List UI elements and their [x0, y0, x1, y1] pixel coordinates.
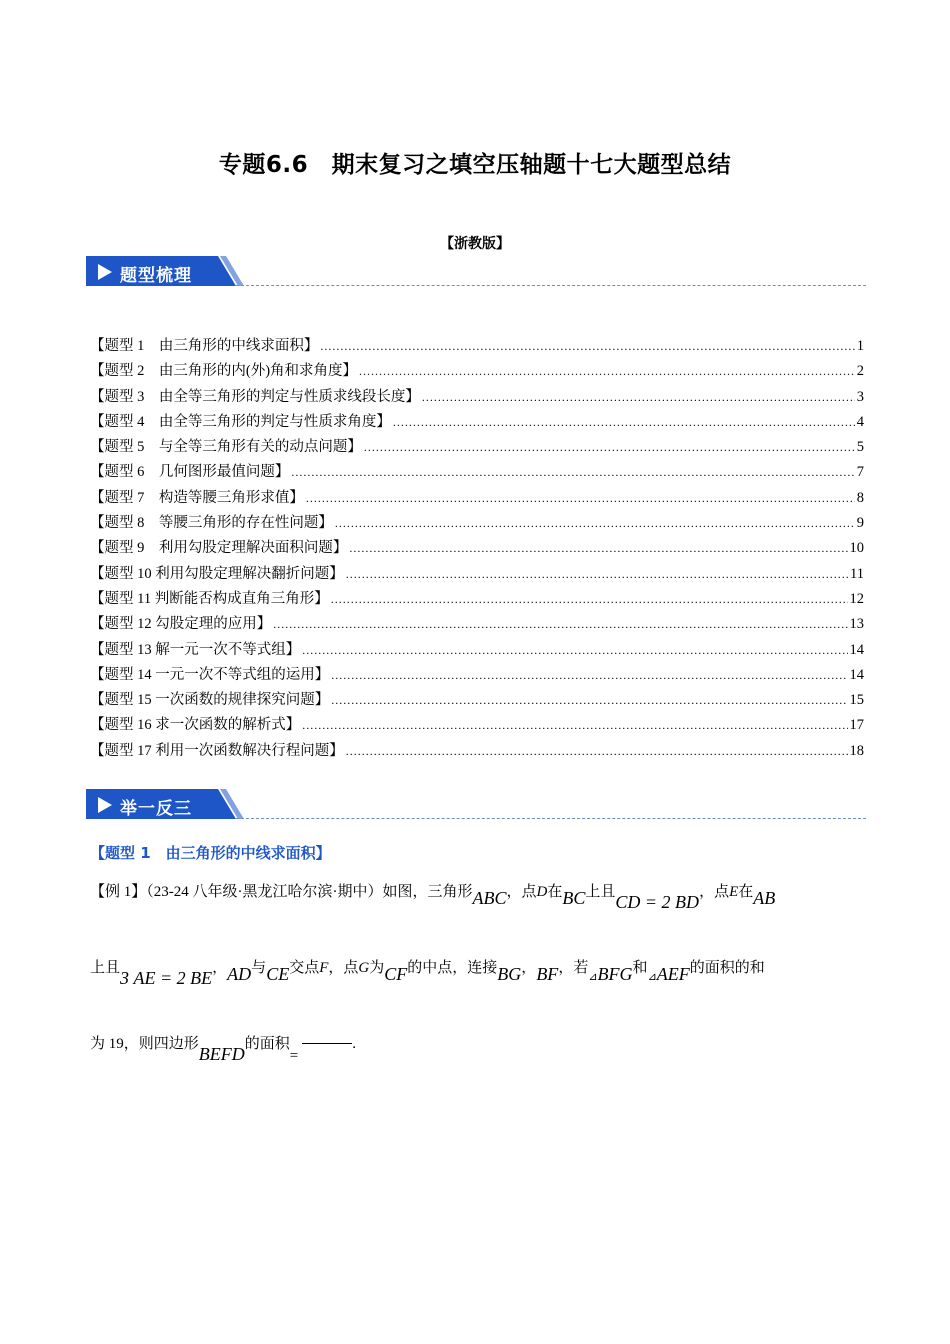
toc-leader-dots — [291, 460, 854, 485]
toc-item[interactable] — [90, 511, 864, 536]
toc-leader-dots — [302, 713, 847, 738]
section-heading: 【题型 1 由三角形的中线求面积】 — [90, 844, 331, 862]
toc-item-label: 【题型 12 勾股定理的应用】 — [90, 616, 272, 633]
math-aef: AEF — [656, 964, 690, 984]
toc-item[interactable] — [90, 536, 864, 561]
text: 的面积的和 — [689, 960, 765, 976]
example-line-1 — [90, 880, 776, 912]
toc-leader-dots — [335, 511, 855, 536]
banner-toc-divider — [236, 285, 866, 286]
triangle-symbol-icon: ⊿ — [647, 971, 657, 983]
example-line-2 — [90, 956, 765, 988]
play-triangle-icon — [98, 264, 112, 280]
math-ae-eq: 3 AE = 2 BE — [120, 968, 213, 988]
toc-leader-dots — [320, 334, 854, 359]
toc-item-label: 【题型 11 判断能否构成直角三角形】 — [90, 590, 329, 607]
toc-leader-dots — [302, 638, 847, 663]
toc-item[interactable] — [90, 663, 864, 688]
toc-item-page: 14 — [849, 666, 864, 683]
play-triangle-icon — [98, 797, 112, 813]
toc-item-page: 18 — [849, 742, 864, 759]
toc-item-label: 【题型 17 利用一次函数解决行程问题】 — [90, 742, 344, 759]
toc-item-page: 12 — [849, 590, 864, 607]
text: ， — [521, 960, 537, 976]
math-befd: BEFD — [198, 1044, 245, 1064]
text: 的面积 — [244, 1036, 290, 1052]
banner-examples — [86, 789, 866, 823]
toc-leader-dots — [364, 435, 855, 460]
text: 交点 — [289, 960, 320, 976]
toc-item-page: 3 — [856, 388, 864, 405]
toc-item-page: 2 — [856, 363, 864, 380]
text: 在 — [547, 884, 563, 900]
toc-item-label: 【题型 4 由全等三角形的判定与性质求角度】 — [90, 413, 391, 430]
text: 和 — [632, 960, 648, 976]
banner-examples-label: 举一反三 — [120, 799, 192, 819]
math-bfg: BFG — [597, 964, 633, 984]
edition-label: 【浙教版】 — [440, 236, 510, 252]
toc-item-page: 7 — [856, 464, 864, 481]
toc-leader-dots — [306, 486, 855, 511]
toc-list — [90, 334, 864, 764]
toc-item-label: 【题型 10 利用勾股定理解决翻折问题】 — [90, 565, 344, 582]
toc-item-page: 8 — [856, 489, 864, 506]
toc-item[interactable] — [90, 713, 864, 738]
text: 上且 — [585, 884, 616, 900]
toc-item-page: 1 — [856, 338, 864, 354]
toc-item-page: 5 — [856, 439, 864, 456]
toc-item-label: 【题型 8 等腰三角形的存在性问题】 — [90, 515, 333, 532]
math-ce: CE — [266, 964, 290, 984]
toc-item-label: 【题型 6 几何图形最值问题】 — [90, 464, 290, 481]
math-bf: BF — [536, 964, 559, 984]
text: ，点 — [328, 960, 359, 976]
text: 上且 — [90, 960, 121, 976]
math-equals: = — [289, 1048, 299, 1064]
toc-item[interactable] — [90, 385, 864, 410]
toc-item[interactable] — [90, 739, 864, 764]
math-ab: AB — [753, 888, 776, 908]
math-g: G — [358, 960, 370, 976]
text: 为 19，则四边形 — [90, 1036, 199, 1052]
toc-item[interactable] — [90, 562, 864, 587]
math-bg: BG — [497, 964, 522, 984]
math-ad: AD — [227, 964, 252, 984]
toc-leader-dots — [346, 562, 848, 587]
text: 的中点，连接 — [407, 960, 498, 976]
toc-leader-dots — [422, 385, 855, 410]
page-title: 专题6.6 期末复习之填空压轴题十七大题型总结 — [218, 152, 732, 178]
math-abc: ABC — [472, 888, 507, 908]
toc-item[interactable] — [90, 486, 864, 511]
toc-item[interactable] — [90, 460, 864, 485]
toc-item[interactable] — [90, 435, 864, 460]
toc-item[interactable] — [90, 638, 864, 663]
toc-item-page: 9 — [856, 515, 864, 532]
math-cf: CF — [384, 964, 408, 984]
toc-item-label: 【题型 14 一元一次不等式组的运用】 — [90, 666, 330, 683]
example-line-3 — [90, 1032, 356, 1064]
toc-leader-dots — [273, 612, 847, 637]
text: ，若 — [558, 960, 589, 976]
text: ，点 — [506, 884, 537, 900]
math-e: E — [729, 884, 739, 900]
toc-item[interactable] — [90, 587, 864, 612]
text: 为 — [369, 960, 385, 976]
toc-item-label: 【题型 3 由全等三角形的判定与性质求线段长度】 — [90, 388, 420, 405]
toc-item[interactable] — [90, 410, 864, 435]
math-d: D — [536, 884, 548, 900]
text: 与 — [251, 960, 267, 976]
text: 在 — [738, 884, 754, 900]
toc-leader-dots — [393, 410, 855, 435]
toc-item-label: 【题型 2 由三角形的内(外)角和求角度】 — [90, 363, 358, 380]
banner-toc-label: 题型梳理 — [120, 266, 192, 286]
math-cd-eq: CD = 2 BD — [615, 892, 700, 912]
toc-item-label: 【题型 5 与全等三角形有关的动点问题】 — [90, 439, 362, 456]
math-f: F — [319, 960, 329, 976]
text: . — [352, 1036, 356, 1052]
answer-blank[interactable] — [302, 1043, 352, 1044]
toc-item-label: 【题型 15 一次函数的规律探究问题】 — [90, 692, 330, 709]
text: ， — [212, 960, 228, 976]
toc-item-label: 【题型 9 利用勾股定理解决面积问题】 — [90, 540, 348, 557]
toc-item-page: 11 — [850, 565, 864, 582]
toc-leader-dots — [331, 663, 847, 688]
toc-leader-dots — [331, 587, 848, 612]
toc-leader-dots — [346, 739, 848, 764]
toc-item-page: 14 — [849, 641, 864, 658]
toc-item-label: 【题型 1 由三角形的中线求面积】 — [90, 338, 319, 354]
toc-item[interactable] — [90, 688, 864, 713]
toc-item-label: 【题型 13 解一元一次不等式组】 — [90, 641, 301, 658]
text: ，点 — [699, 884, 730, 900]
math-bc: BC — [562, 888, 586, 908]
banner-toc — [86, 256, 866, 290]
toc-item-label: 【题型 7 构造等腰三角形求值】 — [90, 489, 304, 506]
toc-item-page: 17 — [849, 717, 864, 734]
example-prefix: 【例 1】（23-24 八年级·黑龙江哈尔滨·期中）如图，三角形 — [90, 884, 473, 900]
toc-item-page: 4 — [856, 413, 864, 430]
toc-leader-dots — [359, 359, 855, 384]
toc-leader-dots — [331, 688, 847, 713]
triangle-symbol-icon: ⊿ — [588, 971, 598, 983]
toc-item[interactable] — [90, 334, 864, 359]
toc-item-page: 15 — [849, 692, 864, 709]
toc-item[interactable] — [90, 359, 864, 384]
toc-item-page: 10 — [849, 540, 864, 557]
banner-examples-divider — [236, 818, 866, 819]
toc-item[interactable] — [90, 612, 864, 637]
toc-item-label: 【题型 16 求一次函数的解析式】 — [90, 717, 301, 734]
toc-leader-dots — [349, 536, 847, 561]
toc-item-page: 13 — [849, 616, 864, 633]
